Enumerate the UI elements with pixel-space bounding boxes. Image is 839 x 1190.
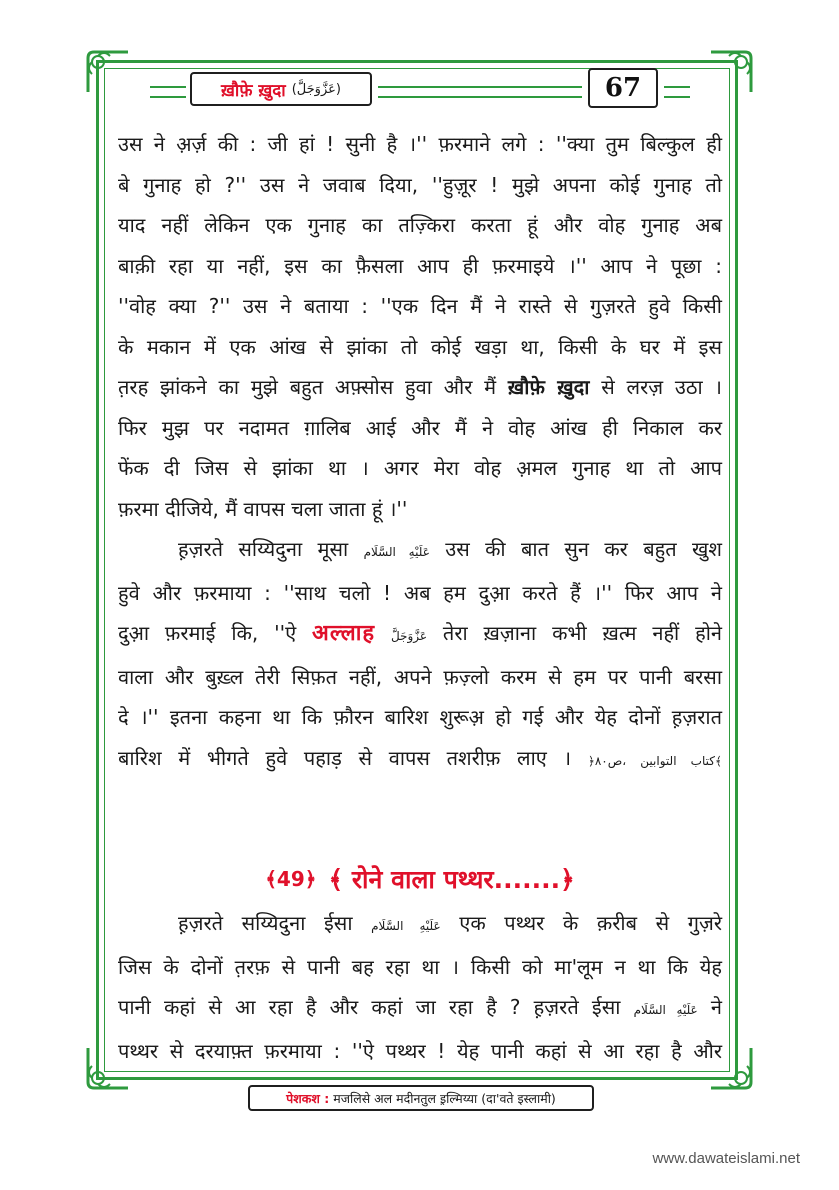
footer-label: पेशकश : bbox=[286, 1090, 330, 1106]
text-line: बे गुनाह हो ?'' उस ने जवाब दिया, ''हुज़ूर ! मुझे अपना कोई गुनाह तो bbox=[118, 172, 722, 197]
text-line: ह़ज़रते सय्यिदुना मूसा عَلَيْهِ السَّلَام उस की बात सुन कर बहुत खुश bbox=[178, 537, 722, 561]
section-number: ﴾49﴿ bbox=[265, 867, 317, 891]
body-text-continued bbox=[118, 903, 722, 1071]
text-line: हुवे और फ़रमाया : ''साथ चलो ! अब हम दुआ़ करते हैं ।'' फिर आप ने bbox=[118, 580, 722, 605]
text-line: पानी कहां से आ रहा है और कहां जा रहा है ? ह़ज़रते ईसा عَلَيْهِ السَّلَام ने bbox=[118, 995, 723, 1019]
page-number: 67 bbox=[588, 68, 658, 108]
body-text bbox=[118, 124, 722, 781]
section-title: ﴾ रोने वाला पथ्थर.......﴿ bbox=[328, 865, 575, 894]
publisher-footer bbox=[248, 1085, 594, 1111]
emphasis-text: ख़ौफ़े ख़ुदा bbox=[507, 375, 590, 399]
text-line: याद नहीं लेकिन एक गुनाह का तज़्किरा करता हूं और वोह गुनाह अब bbox=[118, 213, 722, 237]
text-line: फिर मुझ पर नदामत ग़ालिब आई और मैं ने वोह आंख ही निकाल कर bbox=[118, 415, 722, 440]
honorific-arabic: عَلَيْهِ السَّلَام bbox=[633, 1003, 698, 1017]
text-line: दुआ़ फ़रमाई कि, ''ऐ अल्लाह عَزَّوَجَلَّ तेरा ख़ज़ाना कभी ख़त्म नहीं होने bbox=[118, 621, 723, 646]
book-title-arabic: (عَزَّوَجَلَّ) bbox=[291, 81, 341, 97]
text-line: वाला और बुख़्ल तेरी सिफ़त नहीं, अपने फ़ज़्लो करम से हम पर पानी बरसा bbox=[118, 664, 722, 689]
text-line: बारिश में भीगते हुवे पहाड़ से वापस तशरीफ़ लाए । ﴿كتاب التوابين ،ص٨٠﴾ bbox=[118, 745, 722, 770]
header-ornament-left bbox=[150, 86, 186, 98]
text-line: जिस के दोनों त़रफ़ से पानी बह रहा था । किसी को मा'लूम न था कि येह bbox=[118, 954, 722, 979]
text-line: ''वोह क्या ?'' उस ने बताया : ''एक दिन मैं ने रास्ते से गुज़रते हुवे किसी bbox=[118, 294, 722, 318]
footer-text: मजलिसे अल मदीनतुल इ़ल्मिय्या (दा'वते इस्लामी) bbox=[333, 1090, 556, 1106]
text-line: फ़रमा दीजिये, मैं वापस चला जाता हूं ।'' bbox=[118, 496, 408, 521]
corner-ornament-icon bbox=[84, 48, 132, 96]
corner-ornament-icon bbox=[707, 48, 755, 96]
header-ornament-right bbox=[664, 86, 690, 98]
text-line: उस ने अ़र्ज़ की : जी हां ! सुनी है ।'' फ़रमाने लगे : ''क्या तुम बिल्कुल ही bbox=[118, 132, 722, 156]
text-line: बाक़ी रहा या नहीं, इस का फ़ैसला आप ही फ़रमाइये ।'' आप ने पूछा : bbox=[118, 253, 722, 278]
text-line: के मकान में एक आंख से झांका तो कोई खड़ा था, किसी के घर में इस bbox=[118, 334, 722, 359]
text-line: पथ्थर से दरयाफ़्त फ़रमाया : ''ऐ पथ्थर ! येह पानी कहां से आ रहा है और bbox=[118, 1038, 722, 1063]
text-line: ह़ज़रते सय्यिदुना ईसा عَلَيْهِ السَّلَام एक पथ्थर के क़रीब से गुज़रे bbox=[178, 911, 723, 935]
text-line: त़रह झांकने का मुझे बहुत अफ़्सोस हुवा और मैं ख़ौफ़े ख़ुदा से लरज़ उठा । bbox=[118, 375, 722, 399]
book-title bbox=[190, 72, 372, 106]
source-reference: ﴿كتاب التوابين ،ص٨٠﴾ bbox=[587, 753, 722, 768]
text-line: फेंक दी जिस से झांका था । अगर मेरा वोह अ़मल गुनाह था तो आप bbox=[118, 456, 722, 480]
section-heading bbox=[118, 859, 722, 899]
honorific-arabic: عَلَيْهِ السَّلَام bbox=[371, 919, 441, 933]
website-link[interactable]: www.dawateislami.net bbox=[652, 1150, 800, 1167]
allah-calligraphy: अल्लाह bbox=[312, 621, 376, 646]
header-ornament-middle bbox=[378, 86, 582, 98]
book-title-text: ख़ौफ़े ख़ुदा bbox=[221, 80, 286, 101]
honorific-arabic: عَلَيْهِ السَّلَام bbox=[363, 545, 430, 559]
text-line: दे ।'' इतना कहना था कि फ़ौरन बारिश शुरूअ़ हो गई और येह दोनों ह़ज़रात bbox=[118, 705, 722, 729]
honorific-arabic: عَزَّوَجَلَّ bbox=[390, 629, 428, 643]
